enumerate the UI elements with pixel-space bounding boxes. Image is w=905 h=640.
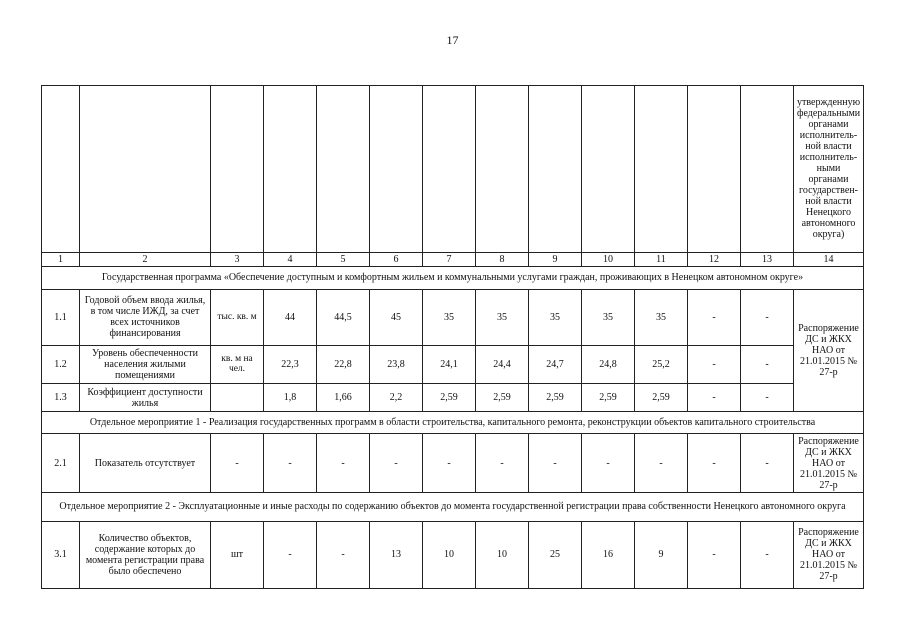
header-cell — [42, 86, 80, 253]
header-cell — [582, 86, 635, 253]
value-cell: - — [741, 384, 794, 411]
indicator-name: Коэффициент доступности жилья — [80, 384, 211, 411]
unit: тыс. кв. м — [211, 289, 264, 345]
value-cell: 35 — [529, 289, 582, 345]
value-cell: 9 — [635, 521, 688, 588]
row-number: 1.1 — [42, 289, 80, 345]
value-cell: - — [317, 521, 370, 588]
value-cell: 2,2 — [370, 384, 423, 411]
value-cell: - — [688, 289, 741, 345]
column-number: 5 — [317, 252, 370, 266]
value-cell: - — [582, 434, 635, 493]
section-title: Государственная программа «Обеспечение доступным и комфортным жильем и коммунальными услугами граждан, проживающих в Ненецком автономном округе» — [42, 267, 864, 289]
table-row — [42, 521, 864, 588]
value-cell: 2,59 — [635, 384, 688, 411]
unit: - — [211, 434, 264, 493]
column-number: 13 — [741, 252, 794, 266]
value-cell: - — [741, 434, 794, 493]
header-cell — [741, 86, 794, 253]
column-number: 14 — [794, 252, 864, 266]
table-row — [42, 289, 864, 345]
unit: шт — [211, 521, 264, 588]
column-number: 10 — [582, 252, 635, 266]
indicator-name: Уровень обеспеченности населения жилыми помещениями — [80, 345, 211, 384]
value-cell: 35 — [582, 289, 635, 345]
value-cell: 44,5 — [317, 289, 370, 345]
value-cell: 23,8 — [370, 345, 423, 384]
basis-document: Распоряжение ДС и ЖКХ НАО от 21.01.2015 № 27-р — [794, 434, 864, 493]
header-cell — [370, 86, 423, 253]
header-cell — [317, 86, 370, 253]
header-cell — [688, 86, 741, 253]
basis-document: Распоряжение ДС и ЖКХ НАО от 21.01.2015 № 27-р — [794, 289, 864, 411]
header-cell — [635, 86, 688, 253]
row-number: 1.2 — [42, 345, 80, 384]
value-cell: 2,59 — [529, 384, 582, 411]
value-cell: 35 — [635, 289, 688, 345]
indicators-table — [41, 85, 864, 589]
value-cell: 24,7 — [529, 345, 582, 384]
section-title: Отдельное мероприятие 2 - Эксплуатационные и иные расходы по содержанию объектов до момента государственной регистрации права собственности Ненецкого автономного округа — [42, 493, 864, 522]
value-cell: 13 — [370, 521, 423, 588]
value-cell: 2,59 — [582, 384, 635, 411]
value-cell: - — [688, 384, 741, 411]
value-cell: - — [741, 345, 794, 384]
column-numbers-row — [42, 252, 864, 266]
table-row — [42, 384, 864, 411]
header-cell — [211, 86, 264, 253]
value-cell: 44 — [264, 289, 317, 345]
value-cell: - — [529, 434, 582, 493]
value-cell: - — [741, 289, 794, 345]
row-number: 2.1 — [42, 434, 80, 493]
column-number: 11 — [635, 252, 688, 266]
row-number: 1.3 — [42, 384, 80, 411]
value-cell: - — [688, 345, 741, 384]
value-cell: 22,8 — [317, 345, 370, 384]
column-number: 1 — [42, 252, 80, 266]
section-title-row — [42, 411, 864, 433]
header-cell — [423, 86, 476, 253]
value-cell: 24,4 — [476, 345, 529, 384]
header-note: утвержденную федеральными органами исполнитель-ной власти исполнитель-ными органами государствен-ной власти Ненецкого автономного округа) — [794, 86, 864, 253]
page-number: 17 — [446, 33, 459, 47]
header-cell — [80, 86, 211, 253]
value-cell: 25,2 — [635, 345, 688, 384]
value-cell: 1,66 — [317, 384, 370, 411]
value-cell: - — [317, 434, 370, 493]
value-cell: - — [688, 521, 741, 588]
value-cell: 16 — [582, 521, 635, 588]
unit: кв. м на чел. — [211, 345, 264, 384]
value-cell: 2,59 — [476, 384, 529, 411]
value-cell: 45 — [370, 289, 423, 345]
row-number: 3.1 — [42, 521, 80, 588]
value-cell: 1,8 — [264, 384, 317, 411]
value-cell: 10 — [476, 521, 529, 588]
indicator-name: Количество объектов, содержание которых до момента регистрации права было обеспечено — [80, 521, 211, 588]
header-cell — [476, 86, 529, 253]
value-cell: 24,1 — [423, 345, 476, 384]
value-cell: - — [264, 521, 317, 588]
value-cell: - — [370, 434, 423, 493]
column-number: 7 — [423, 252, 476, 266]
value-cell: 25 — [529, 521, 582, 588]
table-row — [42, 434, 864, 493]
column-number: 9 — [529, 252, 582, 266]
column-number: 12 — [688, 252, 741, 266]
column-number: 6 — [370, 252, 423, 266]
column-number: 8 — [476, 252, 529, 266]
value-cell: - — [688, 434, 741, 493]
continuation-header-row — [42, 86, 864, 253]
value-cell: 35 — [423, 289, 476, 345]
value-cell: 2,59 — [423, 384, 476, 411]
section-title-row — [42, 493, 864, 522]
header-cell — [264, 86, 317, 253]
value-cell: - — [741, 521, 794, 588]
column-number: 2 — [80, 252, 211, 266]
value-cell: 35 — [476, 289, 529, 345]
basis-document: Распоряжение ДС и ЖКХ НАО от 21.01.2015 № 27-р — [794, 521, 864, 588]
value-cell: 10 — [423, 521, 476, 588]
table-row — [42, 345, 864, 384]
column-number: 3 — [211, 252, 264, 266]
value-cell: - — [476, 434, 529, 493]
value-cell: - — [423, 434, 476, 493]
value-cell: - — [635, 434, 688, 493]
value-cell: - — [264, 434, 317, 493]
value-cell: 24,8 — [582, 345, 635, 384]
section-title: Отдельное мероприятие 1 - Реализация государственных программ в области строительства, капитального ремонта, реконструкции объектов капитального строительства — [42, 411, 864, 433]
unit — [211, 384, 264, 411]
column-number: 4 — [264, 252, 317, 266]
indicator-name: Показатель отсутствует — [80, 434, 211, 493]
header-cell — [529, 86, 582, 253]
value-cell: 22,3 — [264, 345, 317, 384]
indicator-name: Годовой объем ввода жилья, в том числе ИЖД, за счет всех источников финансирования — [80, 289, 211, 345]
section-title-row — [42, 267, 864, 289]
